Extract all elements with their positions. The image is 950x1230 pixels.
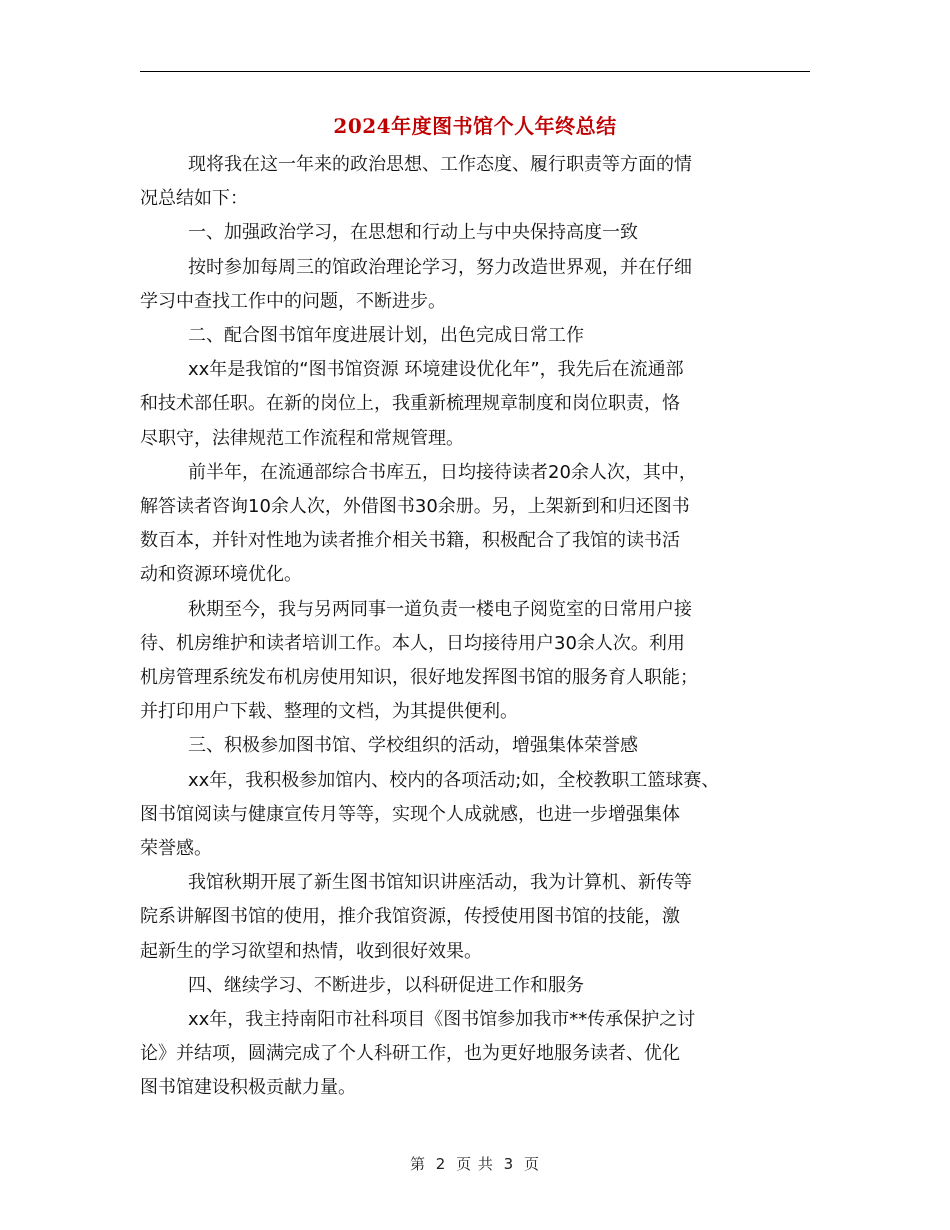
paragraph-line: 待、机房维护和读者培训工作。本人，日均接待用户30余人次。利用 bbox=[140, 632, 685, 654]
document-body bbox=[140, 148, 812, 1106]
paragraph-line: 解答读者咨询10余人次，外借图书30余册。另，上架新到和归还图书 bbox=[140, 496, 690, 518]
paragraph-line: 现将我在这一年来的政治思想、工作态度、履行职责等方面的情 bbox=[188, 154, 692, 175]
section-heading: 二、配合图书馆年度进展计划，出色完成日常工作 bbox=[188, 325, 584, 347]
paragraph-line: 我馆秋期开展了新生图书馆知识讲座活动，我为计算机、新传等 bbox=[188, 872, 692, 894]
footer-page-number: 2 bbox=[435, 1155, 447, 1173]
paragraph-line: 图书馆建设积极贡献力量。 bbox=[140, 1077, 356, 1099]
paragraph-line: xx年是我馆的“图书馆资源 环境建设优化年”，我先后在流通部 bbox=[188, 359, 684, 381]
footer-suffix: 页 bbox=[524, 1155, 541, 1173]
paragraph-line: xx年，我积极参加馆内、校内的各项活动;如，全校教职工篮球赛、 bbox=[188, 769, 720, 791]
document-title: 2024年度图书馆个人年终总结 bbox=[333, 114, 617, 138]
footer-prefix: 第 bbox=[409, 1155, 426, 1173]
footer-total-pages: 3 bbox=[503, 1155, 515, 1173]
page-footer bbox=[0, 1153, 950, 1174]
paragraph-line: 动和资源环境优化。 bbox=[140, 564, 302, 586]
footer-middle: 页 共 bbox=[456, 1155, 494, 1173]
paragraph-line: 图书馆阅读与健康宣传月等等，实现个人成就感，也进一步增强集体 bbox=[140, 803, 680, 825]
section-heading: 四、继续学习、不断进步，以科研促进工作和服务 bbox=[188, 974, 584, 996]
paragraph-line: 和技术部任职。在新的岗位上，我重新梳理规章制度和岗位职责，恪 bbox=[140, 393, 680, 415]
section-heading: 三、积极参加图书馆、学校组织的活动，增强集体荣誉感 bbox=[188, 735, 638, 757]
paragraph-line: 秋期至今，我与另两同事一道负责一楼电子阅览室的日常用户接 bbox=[188, 598, 692, 620]
paragraph-line: 并打印用户下载、整理的文档，为其提供便利。 bbox=[140, 701, 518, 723]
paragraph-line: 学习中查找工作中的问题，不断进步。 bbox=[140, 290, 446, 312]
paragraph-line: 尽职守，法律规范工作流程和常规管理。 bbox=[140, 427, 464, 449]
paragraph-line: 机房管理系统发布机房使用知识，很好地发挥图书馆的服务育人职能； bbox=[140, 667, 698, 689]
paragraph-line: 起新生的学习欲望和热情，收到很好效果。 bbox=[140, 940, 482, 962]
paragraph-line: 况总结如下： bbox=[140, 188, 248, 210]
paragraph-line: 数百本，并针对性地为读者推介相关书籍，积极配合了我馆的读书活 bbox=[140, 530, 680, 552]
header-rule bbox=[140, 71, 810, 72]
paragraph-line: 前半年，在流通部综合书库五，日均接待读者20余人次，其中， bbox=[188, 461, 697, 483]
section-heading: 一、加强政治学习，在思想和行动上与中央保持高度一致 bbox=[188, 222, 638, 244]
paragraph-line: 按时参加每周三的馆政治理论学习，努力改造世界观，并在仔细 bbox=[188, 256, 692, 278]
paragraph-line: xx年，我主持南阳市社科项目《图书馆参加我市**传承保护之讨 bbox=[188, 1009, 696, 1031]
paragraph-line: 论》并结项，圆满完成了个人科研工作，也为更好地服务读者、优化 bbox=[140, 1043, 680, 1065]
paragraph-line: 荣誉感。 bbox=[140, 838, 212, 860]
paragraph-line: 院系讲解图书馆的使用，推介我馆资源，传授使用图书馆的技能，激 bbox=[140, 906, 680, 928]
